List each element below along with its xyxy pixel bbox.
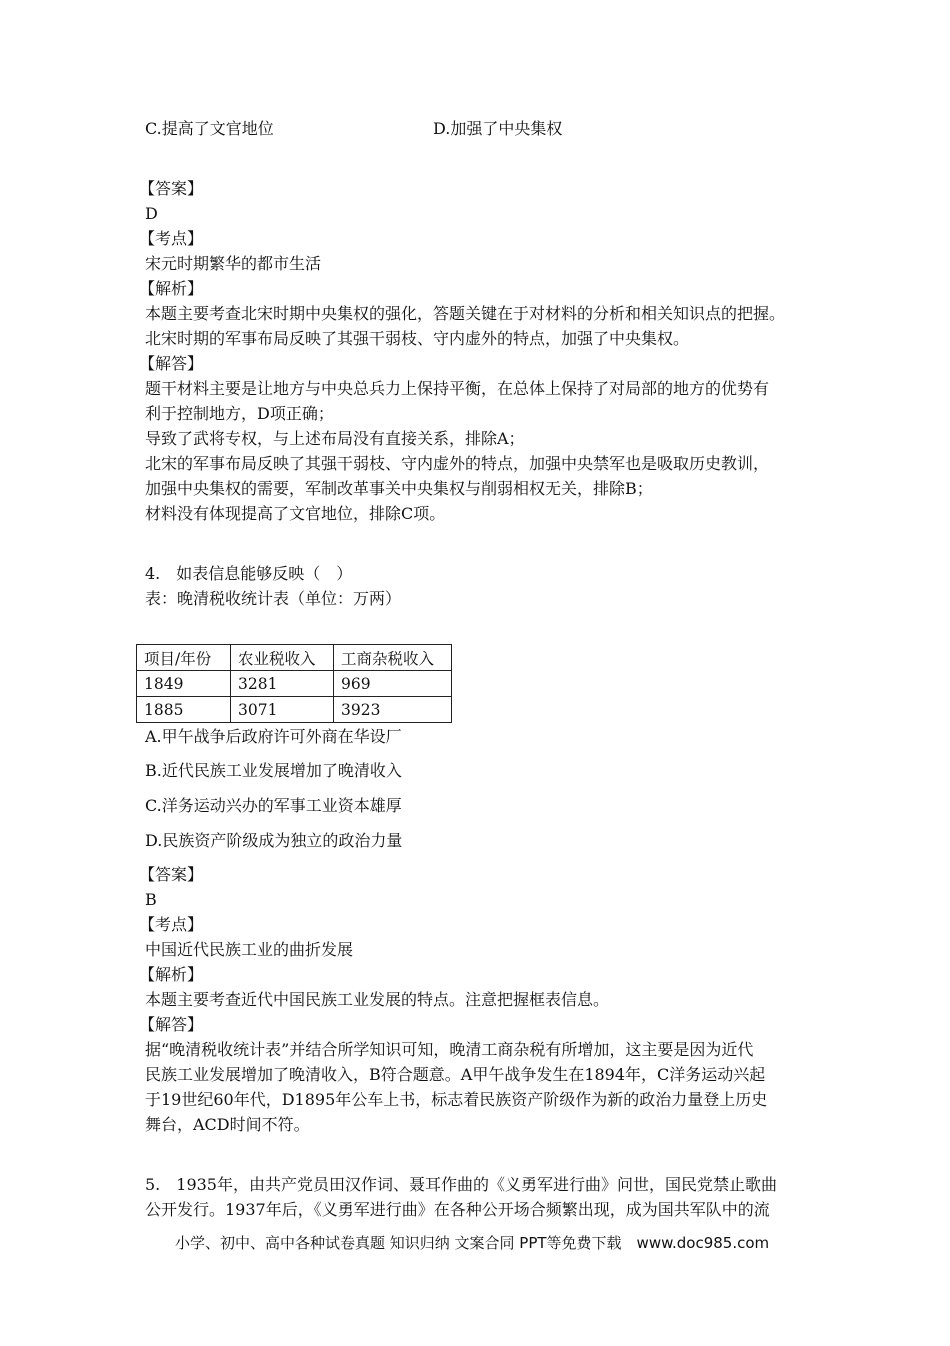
table-row bbox=[137, 697, 452, 723]
q3-solution-heading: 【解答】 bbox=[139, 354, 204, 373]
table-cell: 969 bbox=[334, 671, 452, 697]
q4-option-c: C.洋务运动兴办的军事工业资本雄厚 bbox=[145, 796, 402, 815]
table-header-cell: 项目/年份 bbox=[137, 645, 231, 671]
q4-option-a: A.甲午战争后政府许可外商在华设厂 bbox=[145, 727, 402, 746]
q3-solution-line: 利于控制地方，D项正确； bbox=[145, 404, 334, 423]
table-header-cell: 农业税收入 bbox=[231, 645, 334, 671]
table-cell: 3071 bbox=[231, 697, 334, 723]
table-cell: 3281 bbox=[231, 671, 334, 697]
q4-point-heading: 【考点】 bbox=[139, 915, 204, 934]
q3-answer-heading: 【答案】 bbox=[139, 179, 204, 198]
table-header-cell: 工商杂税收入 bbox=[334, 645, 452, 671]
q4-solution-line: 民族工业发展增加了晚清收入，B符合题意。A甲午战争发生在1894年，C洋务运动兴起 bbox=[145, 1065, 766, 1084]
q3-solution-line: 加强中央集权的需要，军制改革事关中央集权与削弱相权无关，排除B； bbox=[145, 479, 653, 498]
q5-stem-line: 5. 1935年，由共产党员田汉作词、聂耳作曲的《义勇军进行曲》问世，国民党禁止歌曲 bbox=[145, 1175, 777, 1194]
table-row bbox=[137, 671, 452, 697]
q4-option-d: D.民族资产阶级成为独立的政治力量 bbox=[145, 831, 403, 850]
q3-solution-line: 材料没有体现提高了文官地位，排除C项。 bbox=[145, 504, 446, 523]
q3-answer: D bbox=[145, 204, 158, 223]
q4-solution-line: 于19世纪60年代，D1895年公车上书，标志着民族资产阶级作为新的政治力量登上历史 bbox=[145, 1090, 768, 1109]
q4-point: 中国近代民族工业的曲折发展 bbox=[145, 940, 354, 959]
q3-analysis-line: 本题主要考查北宋时期中央集权的强化，答题关键在于对材料的分析和相关知识点的把握。 bbox=[145, 304, 786, 323]
q4-solution-heading: 【解答】 bbox=[139, 1015, 204, 1034]
q3-point-heading: 【考点】 bbox=[139, 229, 204, 248]
page-footer: 小学、初中、高中各种试卷真题 知识归纳 文案合同 PPT等免费下载 www.doc985.com bbox=[175, 1234, 770, 1252]
q4-analysis: 本题主要考查近代中国民族工业发展的特点。注意把握框表信息。 bbox=[145, 990, 610, 1009]
q5-stem-line: 公开发行。1937年后，《义勇军进行曲》在各种公开场合频繁出现，成为国共军队中的流 bbox=[145, 1200, 770, 1219]
q3-option-d: D.加强了中央集权 bbox=[433, 119, 563, 138]
q4-option-b: B.近代民族工业发展增加了晚清收入 bbox=[145, 761, 402, 780]
q4-answer: B bbox=[145, 890, 157, 909]
q4-solution-line: 舞台，ACD时间不符。 bbox=[145, 1115, 310, 1134]
q3-solution-line: 北宋的军事布局反映了其强干弱枝、守内虚外的特点，加强中央禁军也是吸取历史教训， bbox=[145, 454, 770, 473]
q4-solution-line: 据“晚清税收统计表”并结合所学知识可知，晚清工商杂税有所增加，这主要是因为近代 bbox=[145, 1040, 754, 1059]
q3-option-c: C.提高了文官地位 bbox=[145, 119, 274, 138]
q4-table-caption: 表：晚清税收统计表（单位：万两） bbox=[145, 589, 402, 608]
q3-solution-line: 导致了武将专权，与上述布局没有直接关系，排除A； bbox=[145, 429, 525, 448]
q3-analysis-heading: 【解析】 bbox=[139, 279, 204, 298]
tax-table bbox=[136, 644, 452, 723]
q3-analysis-line: 北宋时期的军事布局反映了其强干弱枝、守内虚外的特点，加强了中央集权。 bbox=[145, 329, 690, 348]
table-header-row bbox=[137, 645, 452, 671]
q4-analysis-heading: 【解析】 bbox=[139, 965, 204, 984]
q3-solution-line: 题干材料主要是让地方与中央总兵力上保持平衡，在总体上保持了对局部的地方的优势有 bbox=[145, 379, 770, 398]
q4-stem: 4. 如表信息能够反映（ ） bbox=[145, 564, 353, 583]
table-cell: 3923 bbox=[334, 697, 452, 723]
q3-point: 宋元时期繁华的都市生活 bbox=[145, 254, 322, 273]
table-cell: 1885 bbox=[137, 697, 231, 723]
table-cell: 1849 bbox=[137, 671, 231, 697]
q4-answer-heading: 【答案】 bbox=[139, 865, 204, 884]
